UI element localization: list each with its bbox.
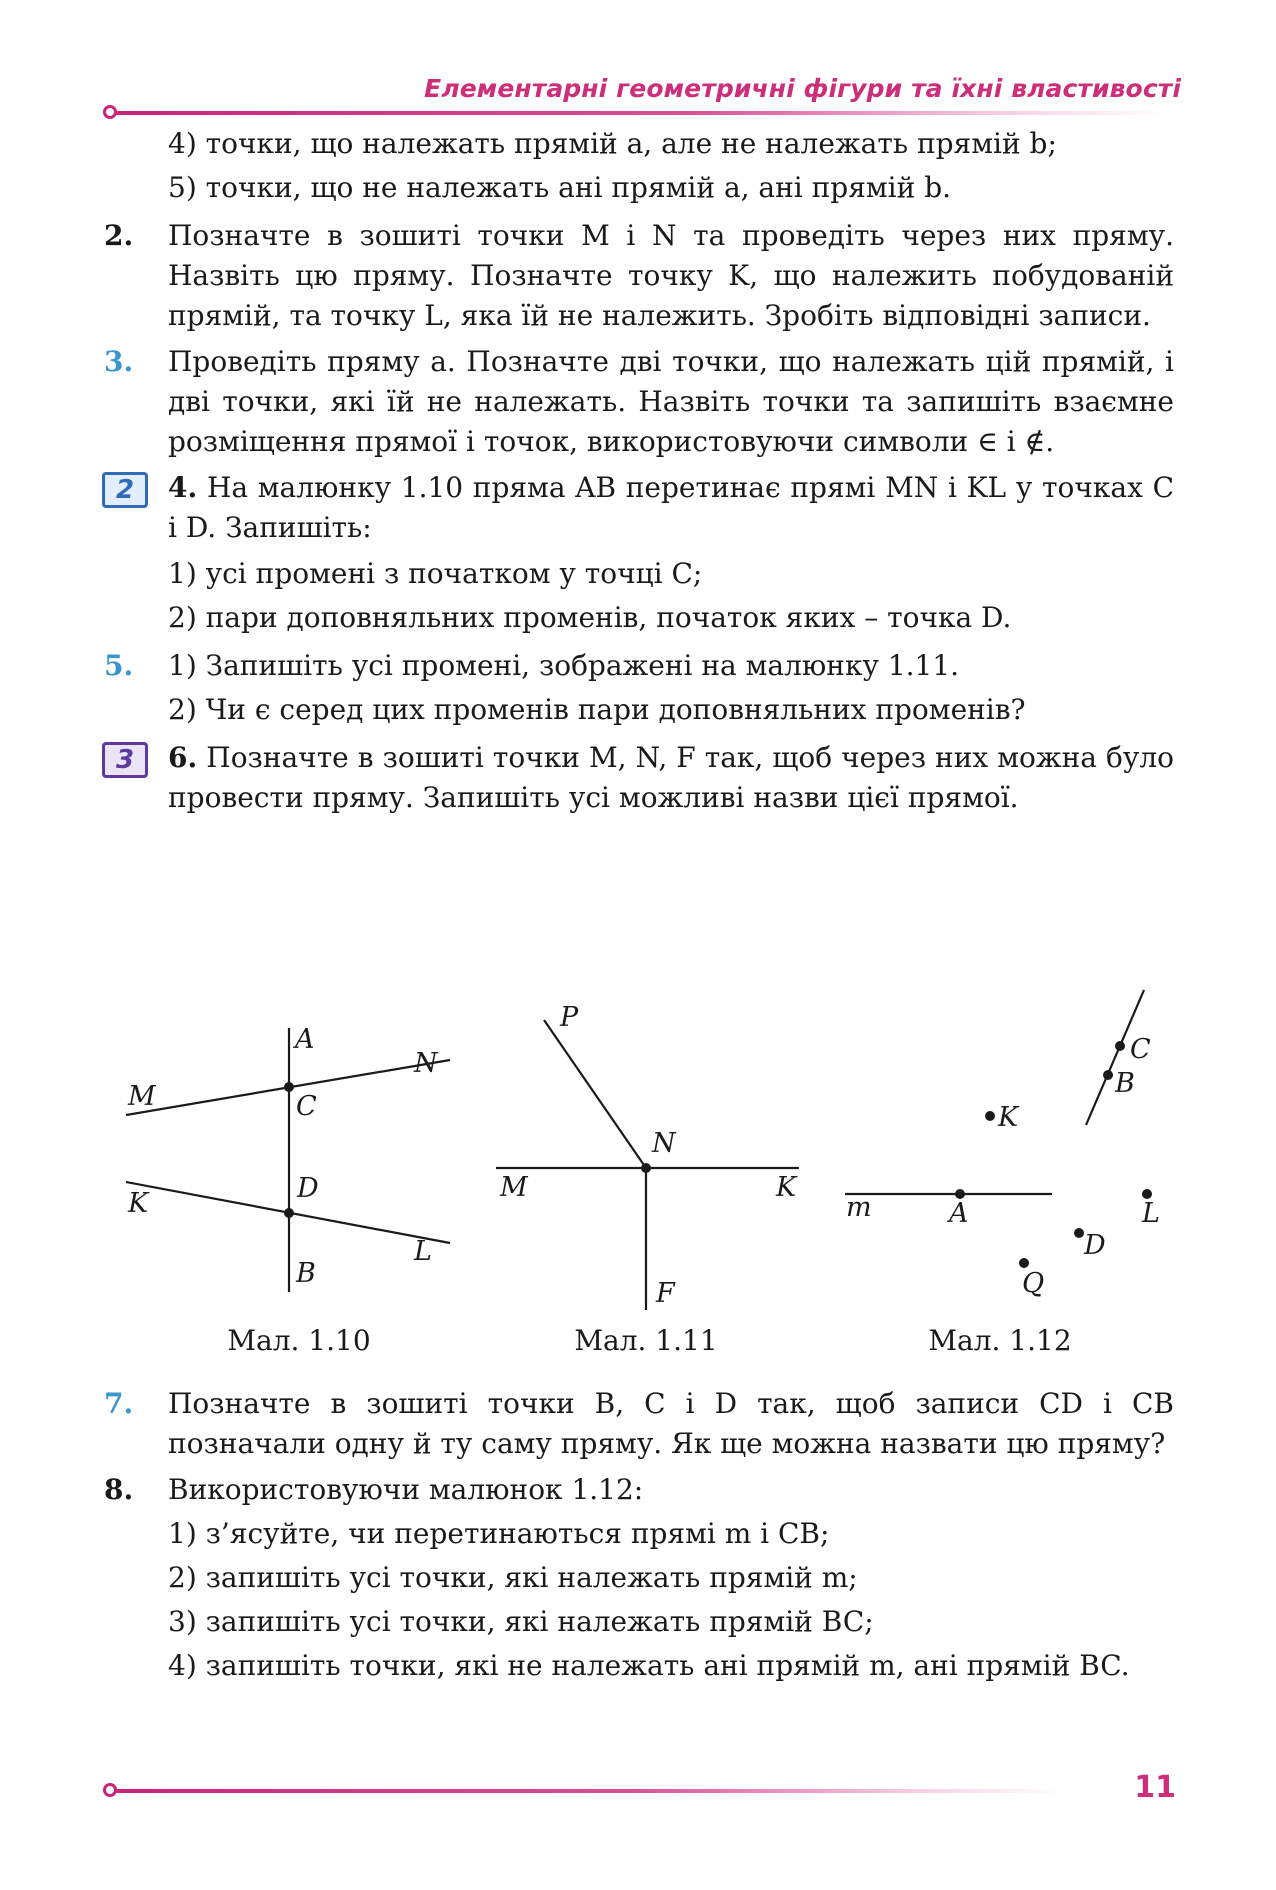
figure-caption-1-12: Мал. 1.12 bbox=[928, 1324, 1072, 1357]
exercise-list-lower bbox=[104, 1384, 1174, 1690]
task-4-sub-1: 1) усі промені з початком у точці C; bbox=[168, 557, 703, 590]
task-4-sub-2: 2) пари доповняльних променів, початок яких – точка D. bbox=[168, 601, 1012, 634]
label-D: D bbox=[1084, 1230, 1106, 1261]
task-5-sub-2: 2) Чи є серед цих променів пари доповняльних променів? bbox=[168, 693, 1026, 726]
task-body: Позначте в зошиті точки M, N, F так, щоб через них можна було провести пряму. Запишіть усі можливі назви цієї прямої. bbox=[168, 741, 1174, 814]
task-number: 7. bbox=[104, 1387, 134, 1420]
task-text bbox=[168, 468, 1174, 548]
label-L: L bbox=[1142, 1198, 1160, 1229]
point-D bbox=[284, 1208, 294, 1218]
label-N: N bbox=[652, 1128, 676, 1159]
label-M: M bbox=[500, 1172, 528, 1203]
label-B: B bbox=[1115, 1068, 1135, 1099]
difficulty-level-badge: 2 bbox=[102, 472, 148, 508]
task-body: На малюнку 1.10 пряма AB перетинає прямі MN і KL у точках C і D. Запишіть: bbox=[168, 471, 1174, 544]
point-D bbox=[1074, 1228, 1084, 1238]
figures-row bbox=[104, 960, 1174, 1360]
label-N: N bbox=[414, 1048, 438, 1079]
header-rule-ring bbox=[103, 105, 117, 119]
point-K bbox=[985, 1111, 995, 1121]
task-6 bbox=[104, 738, 1174, 818]
label-P: P bbox=[560, 1002, 579, 1033]
task-5 bbox=[104, 646, 1174, 686]
figure-1-10 bbox=[126, 1028, 450, 1292]
page-number: 11 bbox=[1134, 1770, 1176, 1805]
task-number: 5. bbox=[104, 649, 134, 682]
task-number: 8. bbox=[104, 1473, 134, 1506]
task-8-sub-3: 3) запишіть усі точки, які належать прямій BC; bbox=[168, 1605, 874, 1638]
label-K: K bbox=[776, 1172, 797, 1203]
point-C bbox=[1115, 1041, 1125, 1051]
label-B: B bbox=[296, 1258, 316, 1289]
footer-rule bbox=[104, 1789, 1064, 1793]
chapter-title: Елементарні геометричні фігури та їхні властивості bbox=[424, 74, 1181, 103]
page-header bbox=[0, 0, 1276, 130]
task-8 bbox=[104, 1470, 1174, 1510]
point-Q bbox=[1019, 1258, 1029, 1268]
exercise-list bbox=[104, 124, 1174, 824]
task-7 bbox=[104, 1384, 1174, 1464]
difficulty-level-badge: 3 bbox=[102, 742, 148, 778]
label-F: F bbox=[656, 1278, 675, 1309]
task-3 bbox=[104, 342, 1174, 462]
label-M: M bbox=[128, 1081, 156, 1112]
label-m: m bbox=[846, 1192, 872, 1223]
point-N bbox=[641, 1163, 651, 1173]
label-L: L bbox=[414, 1236, 432, 1267]
label-A: A bbox=[295, 1024, 315, 1055]
task-text: Позначте в зошиті точки M і N та проведіть через них пряму. Назвіть цю пряму. Позначте точку K, що належить побудованій прямій, та точку L, яка їй не належить. Зробіть відповідні записи. bbox=[168, 219, 1174, 332]
figures-svg bbox=[104, 960, 1174, 1360]
task-text: Проведіть пряму a. Позначте дві точки, що належать цій прямій, і дві точки, які їй не належать. Назвіть точки та запишіть взаємне розміщення прямої і точок, використовуючи символи ∈ і ∉. bbox=[168, 345, 1174, 458]
task-8-sub-1: 1) з’ясуйте, чи перетинаються прямі m і CB; bbox=[168, 1517, 830, 1550]
task-1-sub-4: 4) точки, що належать прямій a, але не належать прямій b; bbox=[168, 127, 1057, 160]
label-C: C bbox=[1130, 1034, 1151, 1065]
task-8-sub-2: 2) запишіть усі точки, які належать прямій m; bbox=[168, 1561, 858, 1594]
task-8-sub-4: 4) запишіть точки, які не належать ані прямій m, ані прямій BC. bbox=[168, 1649, 1130, 1682]
label-A: A bbox=[949, 1198, 969, 1229]
task-text: Використовуючи малюнок 1.12: bbox=[168, 1473, 644, 1506]
point-C bbox=[284, 1082, 294, 1092]
task-2 bbox=[104, 216, 1174, 336]
task-5-sub-1: 1) Запишіть усі промені, зображені на малюнку 1.11. bbox=[168, 649, 960, 682]
task-number: 2. bbox=[104, 219, 134, 252]
task-text: Позначте в зошиті точки B, C і D так, щоб записи CD і CB позначали одну й ту саму пряму. Як ще можна назвати цю пряму? bbox=[168, 1387, 1174, 1460]
task-4 bbox=[104, 468, 1174, 548]
label-K: K bbox=[128, 1188, 149, 1219]
task-number: 3. bbox=[104, 345, 134, 378]
label-Q: Q bbox=[1022, 1268, 1045, 1299]
header-rule bbox=[104, 111, 1166, 115]
task-text bbox=[168, 738, 1174, 818]
ray-NP bbox=[544, 1020, 646, 1168]
task-number: 4. bbox=[168, 471, 198, 504]
label-K: K bbox=[998, 1102, 1019, 1133]
figure-caption-1-10: Мал. 1.10 bbox=[227, 1324, 371, 1357]
figure-caption-1-11: Мал. 1.11 bbox=[574, 1324, 718, 1357]
figure-1-12 bbox=[845, 990, 1144, 1194]
footer-rule-ring bbox=[103, 1783, 117, 1797]
task-1-sub-5: 5) точки, що не належать ані прямій a, ані прямій b. bbox=[168, 171, 952, 204]
label-C: C bbox=[296, 1091, 317, 1122]
point-B bbox=[1103, 1070, 1113, 1080]
task-number: 6. bbox=[168, 741, 198, 774]
label-D: D bbox=[297, 1173, 319, 1204]
